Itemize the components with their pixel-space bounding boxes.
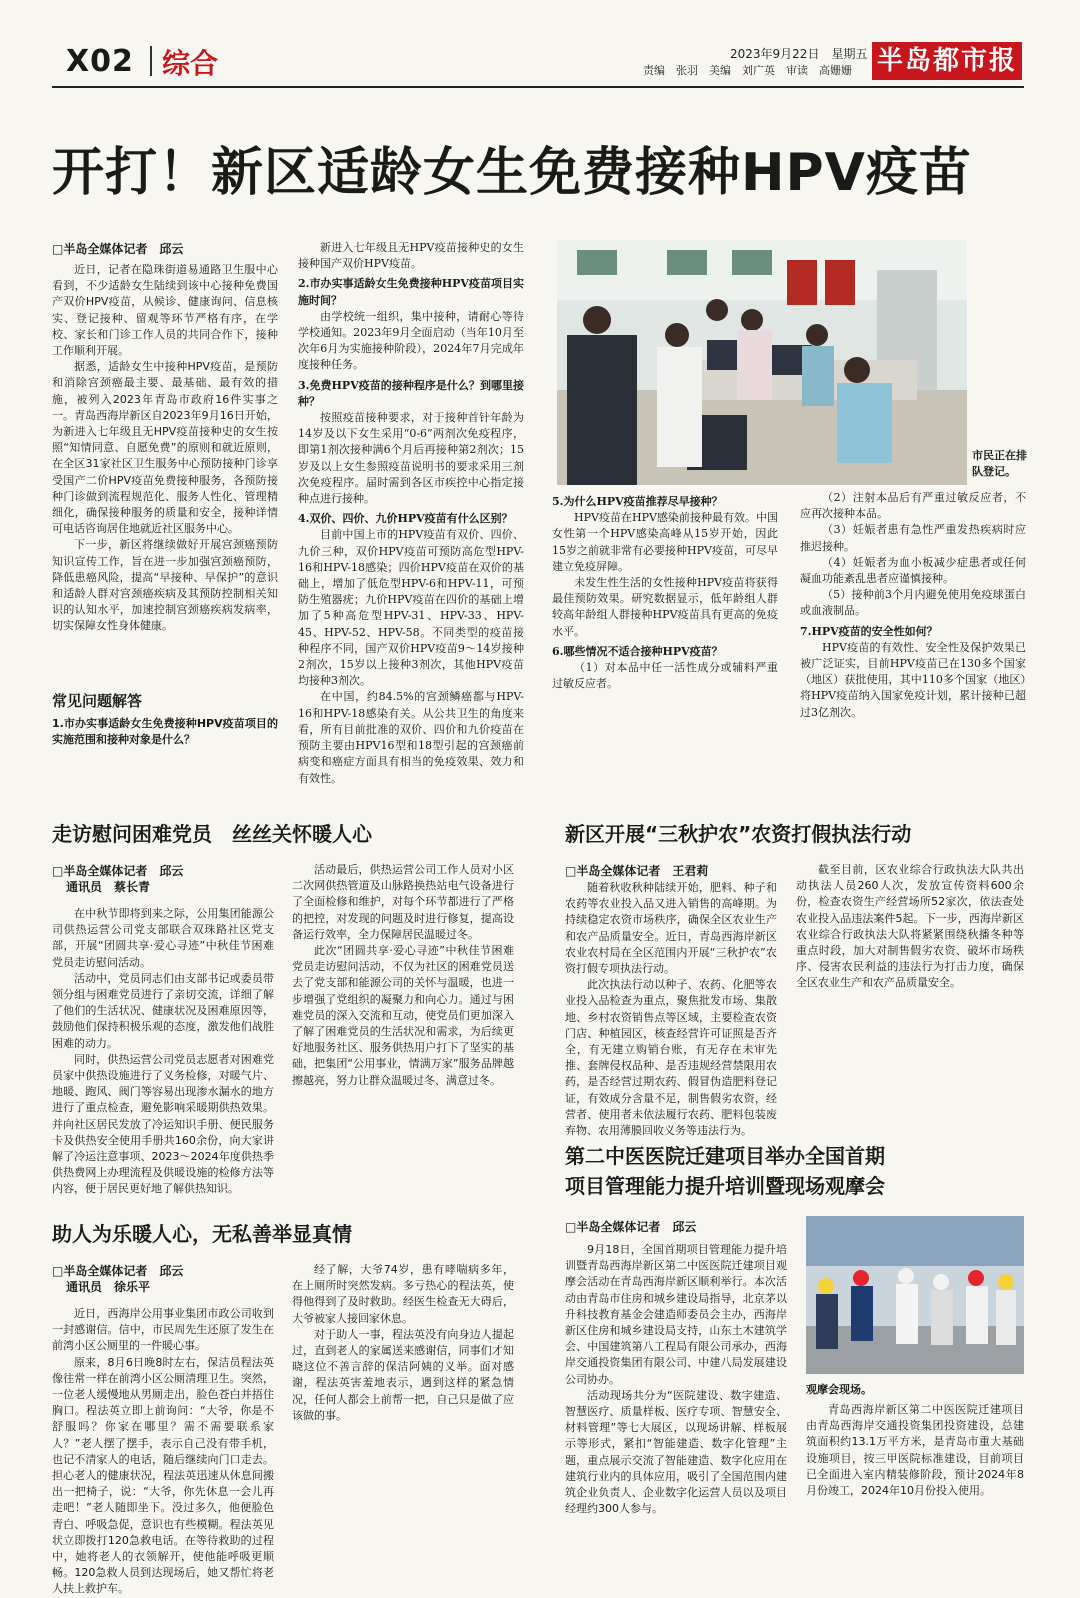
story3-correspondent: 通讯员 徐乐平 — [66, 1280, 151, 1294]
story3-paragraph: 原来，8月6日晚8时左右，保洁员程法英像往常一样在前湾小区公厕清理卫生。突然，一位老人缓慢地从男厕走出，脸色苍白并捂住胸口。程法英立即上前询问：“大爷，你是不舒服吗？你家在哪里？需不需要联系家人？”老人摆了摆手，表示自己没有带手机，也记不清家人的电话，随后继续向门口走去。担心老人的健康状况，程法英迅速从休息间搬出一把椅子，说：“大爷，你先休息一会儿再走吧！”老人随即坐下。没过多久，他便脸色青白、呼吸急促，意识也有些模糊。程法英见状立即拨打120急救电话。在等待救助的过程中，她将老人的衣领解开，使他能呼吸更顺畅。120急救人员到达现场后，她又帮忙将老人扶上救护车。 — [52, 1355, 274, 1596]
faq-answer-4: 目前中国上市的HPV疫苗有双价、四价、九价三种，双价HPV疫苗可预防高危型HPV-16和HPV-18感染；四价HPV疫苗在双价的基础上，增加了低危型HPV-6和HPV-11，可预防生殖器疣；九价HPV疫苗在四价的基础上增加了5种高危型HPV-31、HPV-33、HPV-45、HPV-52、HPV-58。不同类型的疫苗接种程序不同，国产双价HPV疫苗9～14岁接种2剂次，15岁以上接种3剂次，其他HPV疫苗均接种3剂次。 — [298, 528, 524, 688]
story3-column-1 — [52, 1306, 274, 1596]
faq-question-7: 7.HPV疫苗的安全性如何？ — [800, 624, 938, 638]
lead-paragraph: 近日，记者在隐珠街道易通路卫生服中心看到，不少适龄女生陆续到该中心接种免费国产双价HPV疫苗，从候诊、健康询问、信息核实、登记接种、留观等环节严格有序，在学校、家长和门诊工作人员的共同合作下，接种工作顺利开展。 — [52, 263, 278, 358]
story5-column-2 — [806, 1402, 1024, 1548]
faq-answer-6: （1）对本品中任一活性成分或辅料严重过敏反应者。 — [552, 661, 778, 691]
story2-headline: 走访慰问困难党员 丝丝关怀暖人心 — [52, 822, 372, 846]
story4-headline: 新区开展“三秋护农”农资打假执法行动 — [565, 822, 912, 846]
story4-paragraph: 此次执法行动以种子、农药、化肥等农业投入品检查为重点，聚焦批发市场、集散地、乡村农资销售点等区域，主要检查农资门店、种植园区，核查经营许可证照是否齐全，有无建立购销台账，有无存在未审先推、套牌侵权品种、是否违规经营禁限用农药，是否经营过期农药、假冒伪造肥料登记证，有效成分含量不足，制售假劣农资，经营者、使用者未依法履行农药、肥料包装废弃物、农用薄膜回收义务等违法行为。 — [565, 978, 777, 1138]
story5-byline: □半岛全媒体记者 邱云 — [565, 1220, 697, 1234]
story5-paragraph: 青岛西海岸新区第二中医医院迁建项目由青岛西海岸交通投资集团投资建设，总建筑面积约13.1万平方米，是青岛市重大基础设施项目，按三甲医院标准建设，目前项目已全面进入室内精装修阶段，预计2024年8月份竣工，2024年10月份投入使用。 — [806, 1403, 1024, 1498]
story4-paragraph: 截至目前，区农业综合行政执法大队共出动执法人员260人次，发放宣传资料600余份，检查农资生产经营场所52家次，依法查处农业投入品违法案件5起。下一步，西海岸新区农业综合行政执法大队将紧紧围绕秋播冬种等重点时段，加大对制售假劣农资、破坏市场秩序、侵害农民利益的违法行为打击力度，确保全区农业生产和农产品质量安全。 — [796, 863, 1024, 990]
lead-headline: 开打！新区适龄女生免费接种HPV疫苗 — [52, 143, 972, 203]
story3-paragraph: 近日，西海岸公用事业集团市政公司收到一封感谢信。信中，市民周先生还原了发生在前湾小区公厕里的一件暖心事。 — [52, 1307, 274, 1353]
site-visit-photo-caption: 观摩会现场。 — [806, 1383, 872, 1396]
faq-question-1: 1.市办实事适龄女生免费接种HPV疫苗项目的实施范围和接种对象是什么？ — [52, 717, 278, 747]
page-number: X02 — [66, 44, 134, 79]
faq-title: 常见问题解答 — [52, 692, 143, 710]
faq-answer-2: 由学校统一组织，集中接种，请耐心等待学校通知。2023年9月全面启动（当年10月至次年6月为实施接种阶段），2024年7月完成年度接种任务。 — [298, 309, 524, 372]
issue-date: 2023年9月22日 星期五 — [730, 47, 868, 61]
story4-column-1 — [565, 880, 777, 1138]
faq-question-5: 5.为什么HPV疫苗推荐尽早接种？ — [552, 495, 723, 508]
faq-answer-5b: 未发生性生活的女性接种HPV疫苗将获得最佳预防效果。研究数据显示，低年龄组人群较高年龄组人群接种HPV疫苗具有更高的免疫水平。 — [552, 576, 778, 638]
faq-question-6: 6.哪些情况不适合接种HPV疫苗？ — [552, 644, 723, 658]
story5-paragraph: 9月18日，全国首期项目管理能力提升培训暨青岛西海岸新区第二中医医院迁建项目观摩会活动在青岛西海岸新区顺利举行。本次活动由青岛市住房和城乡建设局指导，北京茅以升科技教育基金会建造师委员会主办，西海岸新区住房和城乡建设局支持，山东土木建筑学会、中国建筑第八工程局有限公司承办，西海岸交通投资集团有限公司、中建八局发展建设公司协办。 — [565, 1243, 787, 1386]
story4-paragraph: 随着秋收秋种陆续开始，肥料、种子和农药等农业投入品又进入销售的高峰期。为持续稳定农资市场秩序，确保全区农业生产和农产品质量安全。近日，青岛西海岸新区农业农村局在全区范围内开展“三秋护农”农资打假专项执法行动。 — [565, 881, 777, 976]
vaccination-photo — [557, 240, 967, 485]
story2-paragraph: 此次“团圆共享·爱心寻迹”中秋佳节困难党员走访慰问活动，不仅为社区的困难党员送去了党支部和能源公司的关怀与温暖，也进一步增强了党组织的凝聚力和向心力。通过与困难党员的深入交流和互动，使党员们更加深入了解了困难党员的生活状况和需求，为后续更好地服务社区、服务供热用户打下了坚实的基础，把集团“公用事业，情满万家”服务品牌越擦越亮，努力让群众温暖过冬、满意过冬。 — [292, 944, 514, 1087]
story3-paragraph: 对于助人一事，程法英没有向身边人提起过，直到老人的家属送来感谢信，同事们才知晓这位不善言辞的保洁阿姨的义举。面对感谢，程法英害羞地表示，遇到这样的紧急情况，任何人都会上前帮一把，自己只是做了应该做的事。 — [292, 1327, 514, 1422]
masthead-divider — [150, 46, 152, 76]
story2-correspondent: 通讯员 蔡长青 — [66, 880, 151, 894]
section-name: 综合 — [162, 47, 219, 80]
vaccination-photo-caption: 市民正在排队登记。 — [972, 449, 1027, 478]
faq-answer-5: HPV疫苗在HPV感染前接种最有效。中国女性第一个HPV感染高峰从15岁开始，因此15岁之前就非常有必要接种HPV疫苗，可尽早建立免疫屏障。 — [552, 511, 778, 573]
vaccination-scene-illustration — [557, 240, 967, 485]
lead-column-3 — [552, 490, 778, 758]
faq-answer-1: 新进入七年级且无HPV疫苗接种史的女生接种国产双价HPV疫苗。 — [298, 241, 524, 271]
story2-column-1 — [52, 906, 274, 1196]
story5-paragraph: 活动现场共分为“医院建设、数字建造、智慧医疗、质量样板、医疗专项、智慧安全、材料管理”等七大展区，以现场讲解、样板展示等形式，紧扣“智能建造、数字化管理”主题，重点展示交流了智能建造、数字化应用在建筑行业内的具体应用，吸引了全国范围内建筑企业负责人、企业数字化运营人员以及项目经理约300人参与。 — [565, 1388, 787, 1516]
site-visit-photo — [806, 1216, 1024, 1374]
story3-paragraph: 经了解，大爷74岁，患有哮喘病多年，在上厕所时突然发病。多亏热心的程法英，使得他得到了及时救助。经医生检查无大碍后，大爷被家人接回家休息。 — [292, 1263, 514, 1325]
faq-answer-6-item: （3）妊娠者患有急性严重发热疾病时应推迟接种。 — [800, 523, 1026, 553]
story2-paragraph: 活动中，党员同志们由支部书记或委员带领分组与困难党员进行了亲切交流，详细了解了他们的生活状况、健康状况及困难原因等，鼓励他们保持积极乐观的态度，激发他们战胜困难的动力。 — [52, 971, 274, 1050]
faq-answer-4b: 在中国，约84.5%的宫颈鳞癌都与HPV-16和HPV-18感染有关。从公共卫生的角度来看，所有目前批准的双价、四价和九价疫苗在预防主要由HPV16型和18型引起的宫颈癌前病变和癌症方面具有相当的免疫效果、效力和有效性。 — [298, 690, 524, 785]
story5-column-1 — [565, 1242, 787, 1548]
site-visit-scene-illustration — [806, 1216, 1024, 1374]
faq-question-2: 2.市办实事适龄女生免费接种HPV疫苗项目实施时间？ — [298, 277, 524, 307]
faq-question-4: 4.双价、四价、九价HPV疫苗有什么区别？ — [298, 512, 513, 526]
story5-headline-line1: 第二中医医院迁建项目举办全国首期 — [565, 1144, 885, 1168]
story2-column-2 — [292, 862, 514, 1190]
story2-paragraph: 活动最后，供热运营公司工作人员对小区二次网供热管道及山脉路换热站电气设备进行了全面检修和维护，对每个环节都进行了严格的把控，对发现的问题及时进行修复，提高设备运行效率，全力保障居民温暖过冬。 — [292, 863, 514, 941]
story2-byline: □半岛全媒体记者 邱云 — [52, 864, 184, 878]
lead-column-4 — [800, 490, 1026, 758]
story4-byline: □半岛全媒体记者 王君莉 — [565, 864, 709, 878]
lead-byline: □半岛全媒体记者 邱云 — [52, 242, 184, 256]
story3-byline: □半岛全媒体记者 邱云 — [52, 1264, 184, 1278]
story4-column-2 — [796, 862, 1024, 1106]
faq-answer-6-item: （5）接种前3个月内避免使用免疫球蛋白或血液制品。 — [800, 588, 1026, 618]
masthead-rule — [52, 86, 1024, 88]
faq-question-3: 3.免费HPV疫苗的接种程序是什么？到哪里接种？ — [298, 378, 524, 408]
faq-answer-3: 按照疫苗接种要求，对于接种首针年龄为14岁及以下女生采用“0-6”两剂次免疫程序，即第1剂次接种满6个月后再接种第2剂次；15岁及以上女生参照疫苗说明书的要求采用三剂次免疫程序。届时需到各区市疾控中心指定接种点进行接种。 — [298, 411, 524, 506]
editor-credits: 责编 张羽 美编 刘广英 审读 高姗姗 — [643, 64, 852, 77]
faq-answer-6-item: （4）妊娠者为血小板减少症患者或任何凝血功能紊乱患者应谨慎接种。 — [800, 555, 1026, 586]
story3-column-2 — [292, 1262, 514, 1548]
faq-answer-6-item: （2）注射本品后有严重过敏反应者，不应再次接种本品。 — [800, 491, 1026, 521]
lead-paragraph: 下一步，新区将继续做好开展宫颈癌预防知识宣传工作，旨在进一步加强宫颈癌预防，降低患癌风险，提高“早接种、早保护”的意识和适龄人群对宫颈癌疾病及其预防控制相关知识的认知水平，加速控制宫颈癌疾病发病率，切实保障女性身体健康。 — [52, 538, 278, 633]
story2-paragraph: 在中秋节即将到来之际，公用集团能源公司供热运营公司党支部联合双珠路社区党支部，开展“团圆共享·爱心寻迹”中秋佳节困难党员走访慰问活动。 — [52, 907, 274, 969]
faq-answer-7: HPV疫苗的有效性、安全性及保护效果已被广泛证实，目前HPV疫苗已在130多个国家（地区）获批使用，其中110多个国家（地区）将HPV疫苗纳入国家免疫计划，累计接种已超过3亿剂次。 — [800, 640, 1026, 719]
lead-column-2 — [298, 240, 524, 785]
lead-column-1 — [52, 262, 278, 672]
story3-headline: 助人为乐暖人心，无私善举显真情 — [52, 1222, 352, 1246]
story2-paragraph: 同时，供热运营公司党员志愿者对困难党员家中供热设施进行了义务检修，对暖气片、地暖、跑风、阀门等容易出现渗水漏水的地方进行了重点检查，避免影响采暖期供热效果。并向社区居民发放了冷运知识手册、便民服务卡及供热安全使用手册共160余份，向大家讲解了冷运注意事项、2023～2024年度供热季供热费网上办理流程及供暖设施的检修方法等内容，便于居民更好地了解供热知识。 — [52, 1052, 274, 1196]
newspaper-logo: 半岛都市报 — [872, 42, 1022, 80]
story5-headline-line2: 项目管理能力提升培训暨现场观摩会 — [565, 1174, 885, 1198]
lead-paragraph: 据悉，适龄女生中接种HPV疫苗，是预防和消除宫颈癌最主要、最基础、最有效的措施，被列入2023年青岛市政府16件实事之一。青岛西海岸新区自2023年9月16日开始，为新进入七年级且无HPV疫苗接种史的女生按照“知情同意、自愿免费”的原则和就近原则，在全区31家社区卫生服务中心预防接种门诊享受国产二价HPV疫苗免费接种服务，各预防接种门诊做到流程规范化、服务人性化、管理精细化，确保接种服务的质量和安全，接种详情可电话咨询居住地就近社区服务中心。 — [52, 360, 278, 536]
